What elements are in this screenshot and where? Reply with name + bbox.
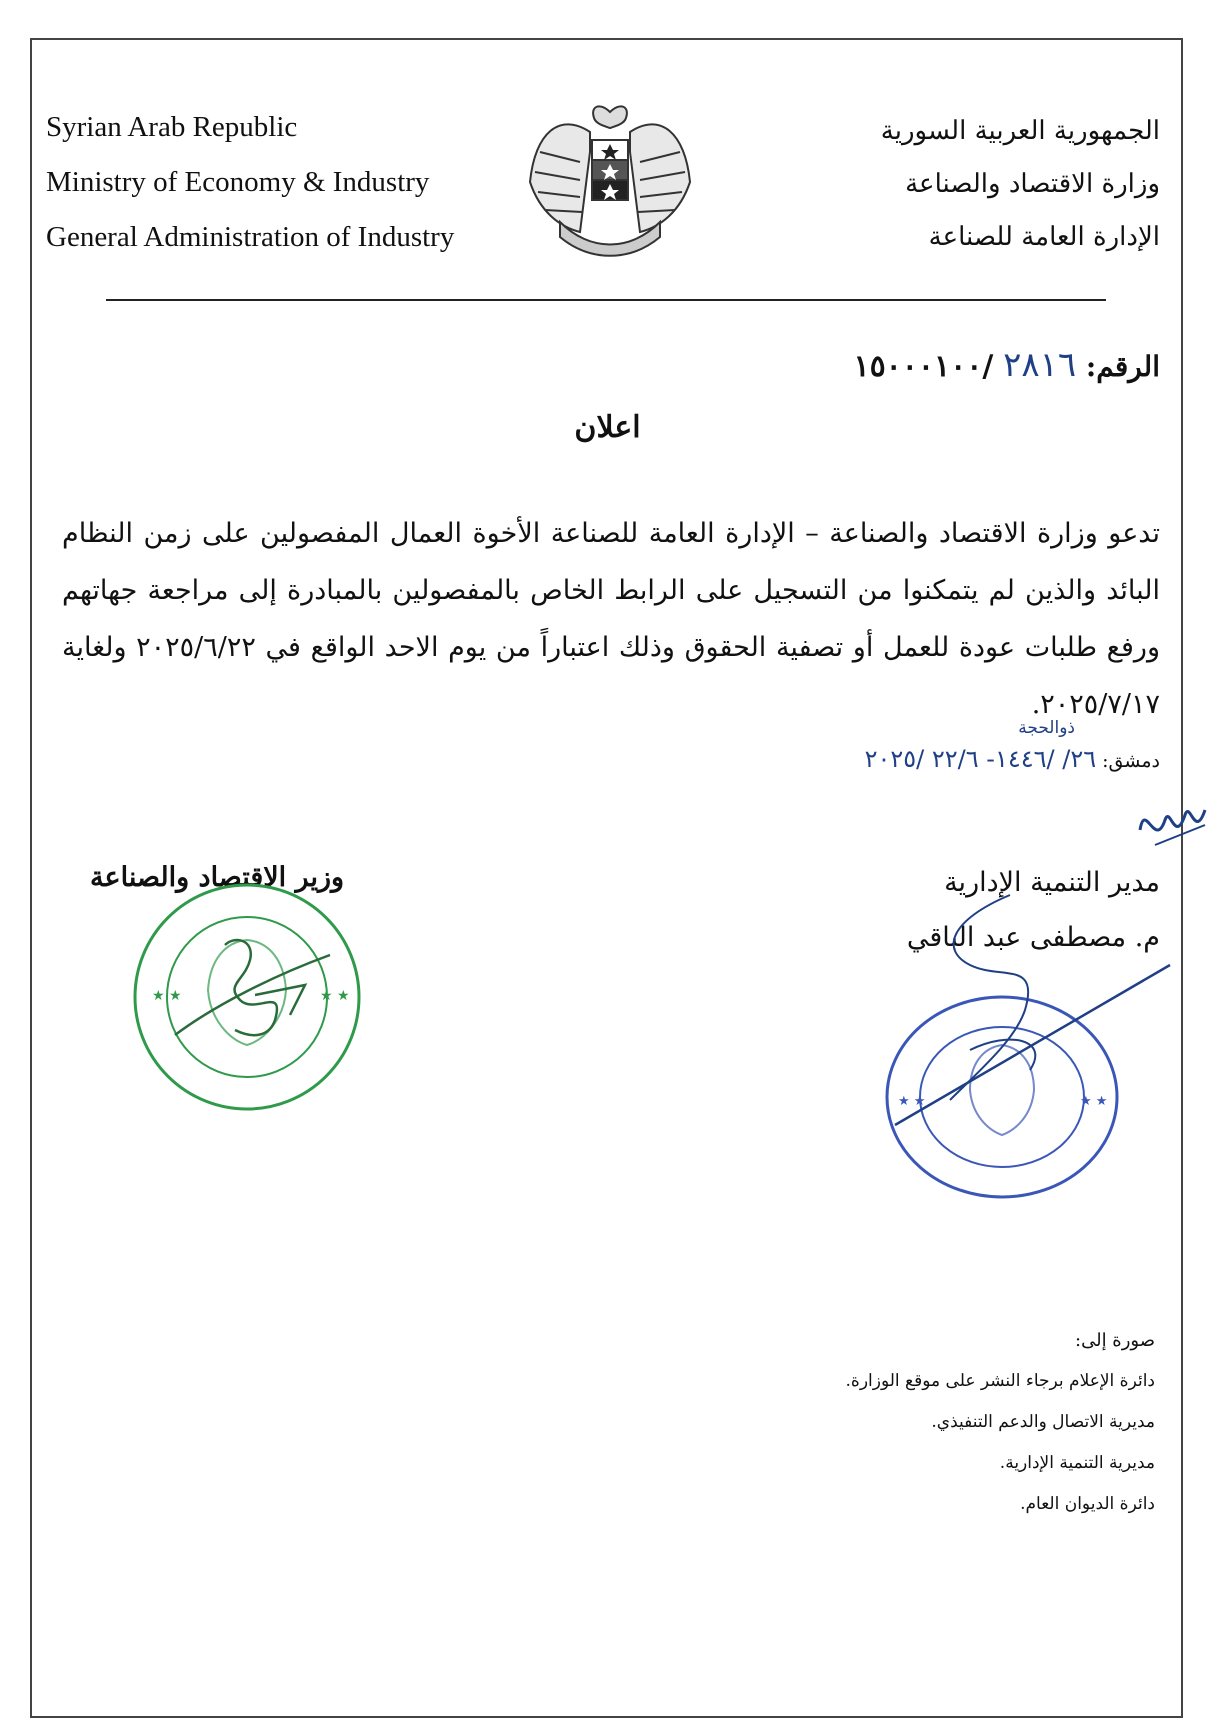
copies-item: مديرية التنمية الإدارية.: [999, 1453, 1155, 1473]
initial-signature-icon: [1135, 790, 1210, 860]
copies-item: مديرية الاتصال والدعم التنفيذي.: [931, 1412, 1155, 1432]
announcement-title: اعلان: [574, 410, 641, 445]
reference-handwritten-number: ٢٨١٦: [1003, 345, 1077, 385]
eagle-emblem-icon: [520, 92, 700, 262]
header-administration-ar: الإدارة العامة للصناعة: [928, 222, 1160, 252]
minister-signature-icon: [165, 925, 335, 1055]
issue-date: [865, 745, 1160, 773]
svg-text:★ ★: ★ ★: [320, 988, 350, 1004]
header-country-en: Syrian Arab Republic: [46, 111, 298, 143]
header-administration-en: General Administration of Industry: [46, 221, 455, 253]
header-country-ar: الجمهورية العربية السورية: [880, 116, 1160, 146]
minister-title: وزير الاقتصاد والصناعة: [90, 862, 345, 893]
date-handwritten: ٢٦/ /١٤٤٦- ٢٢/٦ /٢٠٢٥: [864, 745, 1097, 773]
date-label: دمشق:: [1102, 750, 1160, 772]
svg-text:★ ★: ★ ★: [152, 988, 182, 1004]
svg-text:★ ★: ★ ★: [898, 1094, 926, 1109]
hijri-month-note: ذوالحجة: [1018, 718, 1075, 738]
manager-title: مدير التنمية الإدارية: [944, 867, 1160, 898]
header-divider: [106, 299, 1106, 301]
manager-name: م. مصطفى عبد الباقي: [906, 922, 1160, 953]
copies-to-list: [846, 1320, 1155, 1525]
copies-item: دائرة الإعلام برجاء النشر على موقع الوزارة.: [845, 1371, 1155, 1391]
copies-item: دائرة الديوان العام.: [1020, 1494, 1155, 1514]
arabic-letterhead: [881, 105, 1160, 264]
manager-signature-icon: [890, 880, 1180, 1130]
svg-text:★ ★: ★ ★: [1080, 1094, 1108, 1109]
reference-number: [853, 345, 1160, 385]
reference-fixed-number: /١٥٠٠٠١٠٠: [853, 349, 994, 384]
announcement-body: تدعو وزارة الاقتصاد والصناعة – الإدارة العامة للصناعة الأخوة العمال المفصولين على زمن النظام البائد والذين لم يتمكنوا من التسجيل على الرابط الخاص بالمفصولين بالمبادرة إلى مراجعة جهاتهم ورفع طلبات عودة للعمل أو تصفية الحقوق وذلك اعتباراً من يوم الاحد الواقع في ٢٠٢٥/٦/٢٢ ولغاية ٢٠٢٥/٧/١٧.: [62, 518, 1160, 720]
header-ministry-en: Ministry of Economy & Industry: [46, 166, 430, 198]
copies-title: صورة إلى:: [1075, 1330, 1155, 1351]
english-letterhead: [46, 100, 454, 265]
header-ministry-ar: وزارة الاقتصاد والصناعة: [905, 169, 1160, 199]
reference-label: الرقم:: [1085, 350, 1160, 383]
